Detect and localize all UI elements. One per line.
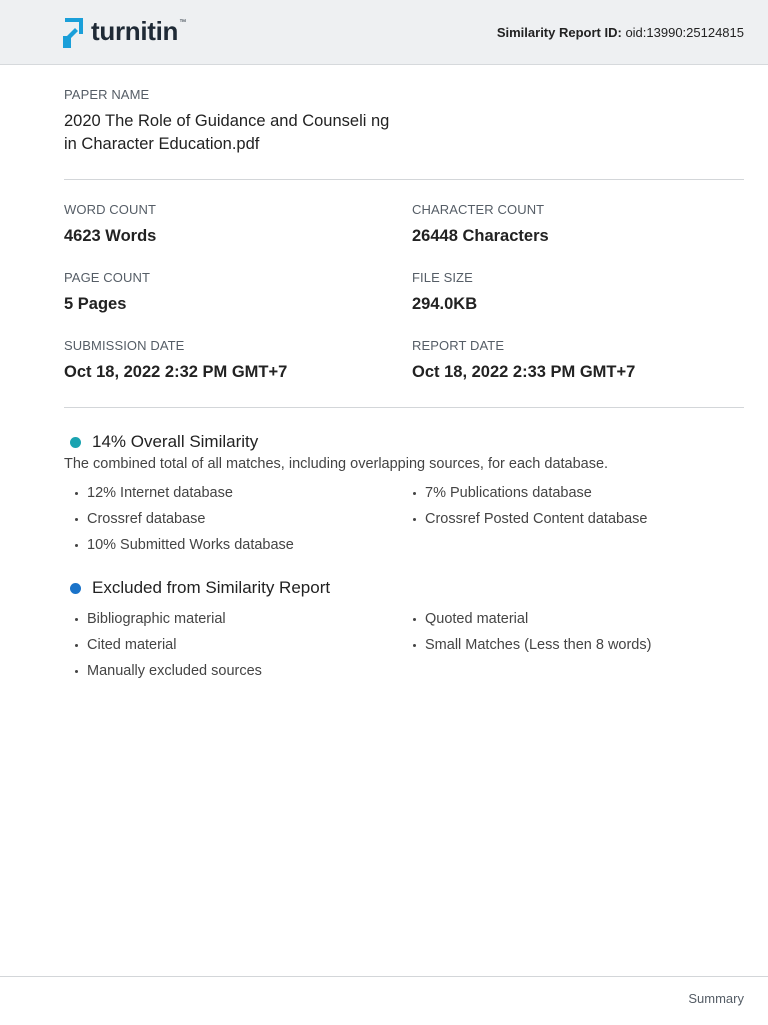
similarity-report-id — [497, 25, 744, 40]
page-count-value: 5 Pages — [64, 295, 127, 313]
page-footer — [0, 976, 768, 1025]
brand-name: turnitin — [91, 15, 179, 46]
excluded-dot-icon — [70, 583, 81, 594]
list-item: Cited material — [64, 632, 262, 658]
list-item: Quoted material — [402, 606, 651, 632]
similarity-dot-icon — [70, 437, 81, 448]
trademark-symbol: ™ — [179, 18, 187, 26]
list-item: 12% Internet database — [64, 480, 294, 506]
bullet-icon — [75, 492, 78, 495]
divider — [64, 179, 744, 180]
file-size-value: 294.0KB — [412, 295, 478, 313]
similarity-description: The combined total of all matches, including overlapping sources, for each database. — [64, 456, 609, 472]
paper-name-value: 2020 The Role of Guidance and Counseli ng in Character Education.pdf — [64, 112, 390, 153]
report-header — [0, 0, 768, 65]
overall-similarity-title: 14% Overall Similarity — [92, 432, 259, 451]
similarity-sources-right — [402, 480, 647, 532]
word-count-label: WORD COUNT — [64, 202, 156, 217]
similarity-sources-left — [64, 480, 294, 558]
bullet-icon — [75, 644, 78, 647]
submission-date-value: Oct 18, 2022 2:32 PM GMT+7 — [64, 363, 288, 381]
bullet-icon — [413, 618, 416, 621]
report-date-label: REPORT DATE — [412, 338, 505, 353]
bullet-icon — [413, 644, 416, 647]
list-item: Crossref Posted Content database — [402, 506, 647, 532]
bullet-icon — [413, 518, 416, 521]
list-item: 10% Submitted Works database — [64, 532, 294, 558]
report-id-label: Similarity Report ID: — [496, 25, 622, 40]
excluded-items-left — [64, 606, 262, 684]
list-item: Crossref database — [64, 506, 294, 532]
divider — [64, 407, 744, 408]
list-item: Bibliographic material — [64, 606, 262, 632]
character-count-value: 26448 Characters — [412, 227, 549, 245]
submission-date-label: SUBMISSION DATE — [64, 338, 185, 353]
report-id-value: oid:13990:25124815 — [625, 25, 744, 40]
paper-name-label: PAPER NAME — [64, 87, 150, 102]
excluded-items-right — [402, 606, 651, 658]
file-size-label: FILE SIZE — [412, 270, 473, 285]
bullet-icon — [413, 492, 416, 495]
word-count-value: 4623 Words — [64, 227, 157, 245]
character-count-label: CHARACTER COUNT — [412, 202, 545, 217]
turnitin-logo — [63, 13, 186, 51]
list-item: Small Matches (Less then 8 words) — [402, 632, 651, 658]
bullet-icon — [75, 544, 78, 547]
footer-summary-label: Summary — [688, 991, 744, 1006]
report-date-value: Oct 18, 2022 2:33 PM GMT+7 — [412, 363, 636, 381]
excluded-title: Excluded from Similarity Report — [92, 578, 331, 597]
bullet-icon — [75, 618, 78, 621]
overall-similarity-heading — [70, 432, 258, 452]
list-item: Manually excluded sources — [64, 658, 262, 684]
bullet-icon — [75, 518, 78, 521]
excluded-heading — [70, 578, 330, 598]
list-item: 7% Publications database — [402, 480, 647, 506]
page-count-label: PAGE COUNT — [64, 270, 150, 285]
turnitin-logo-icon — [63, 14, 87, 50]
bullet-icon — [75, 670, 78, 673]
